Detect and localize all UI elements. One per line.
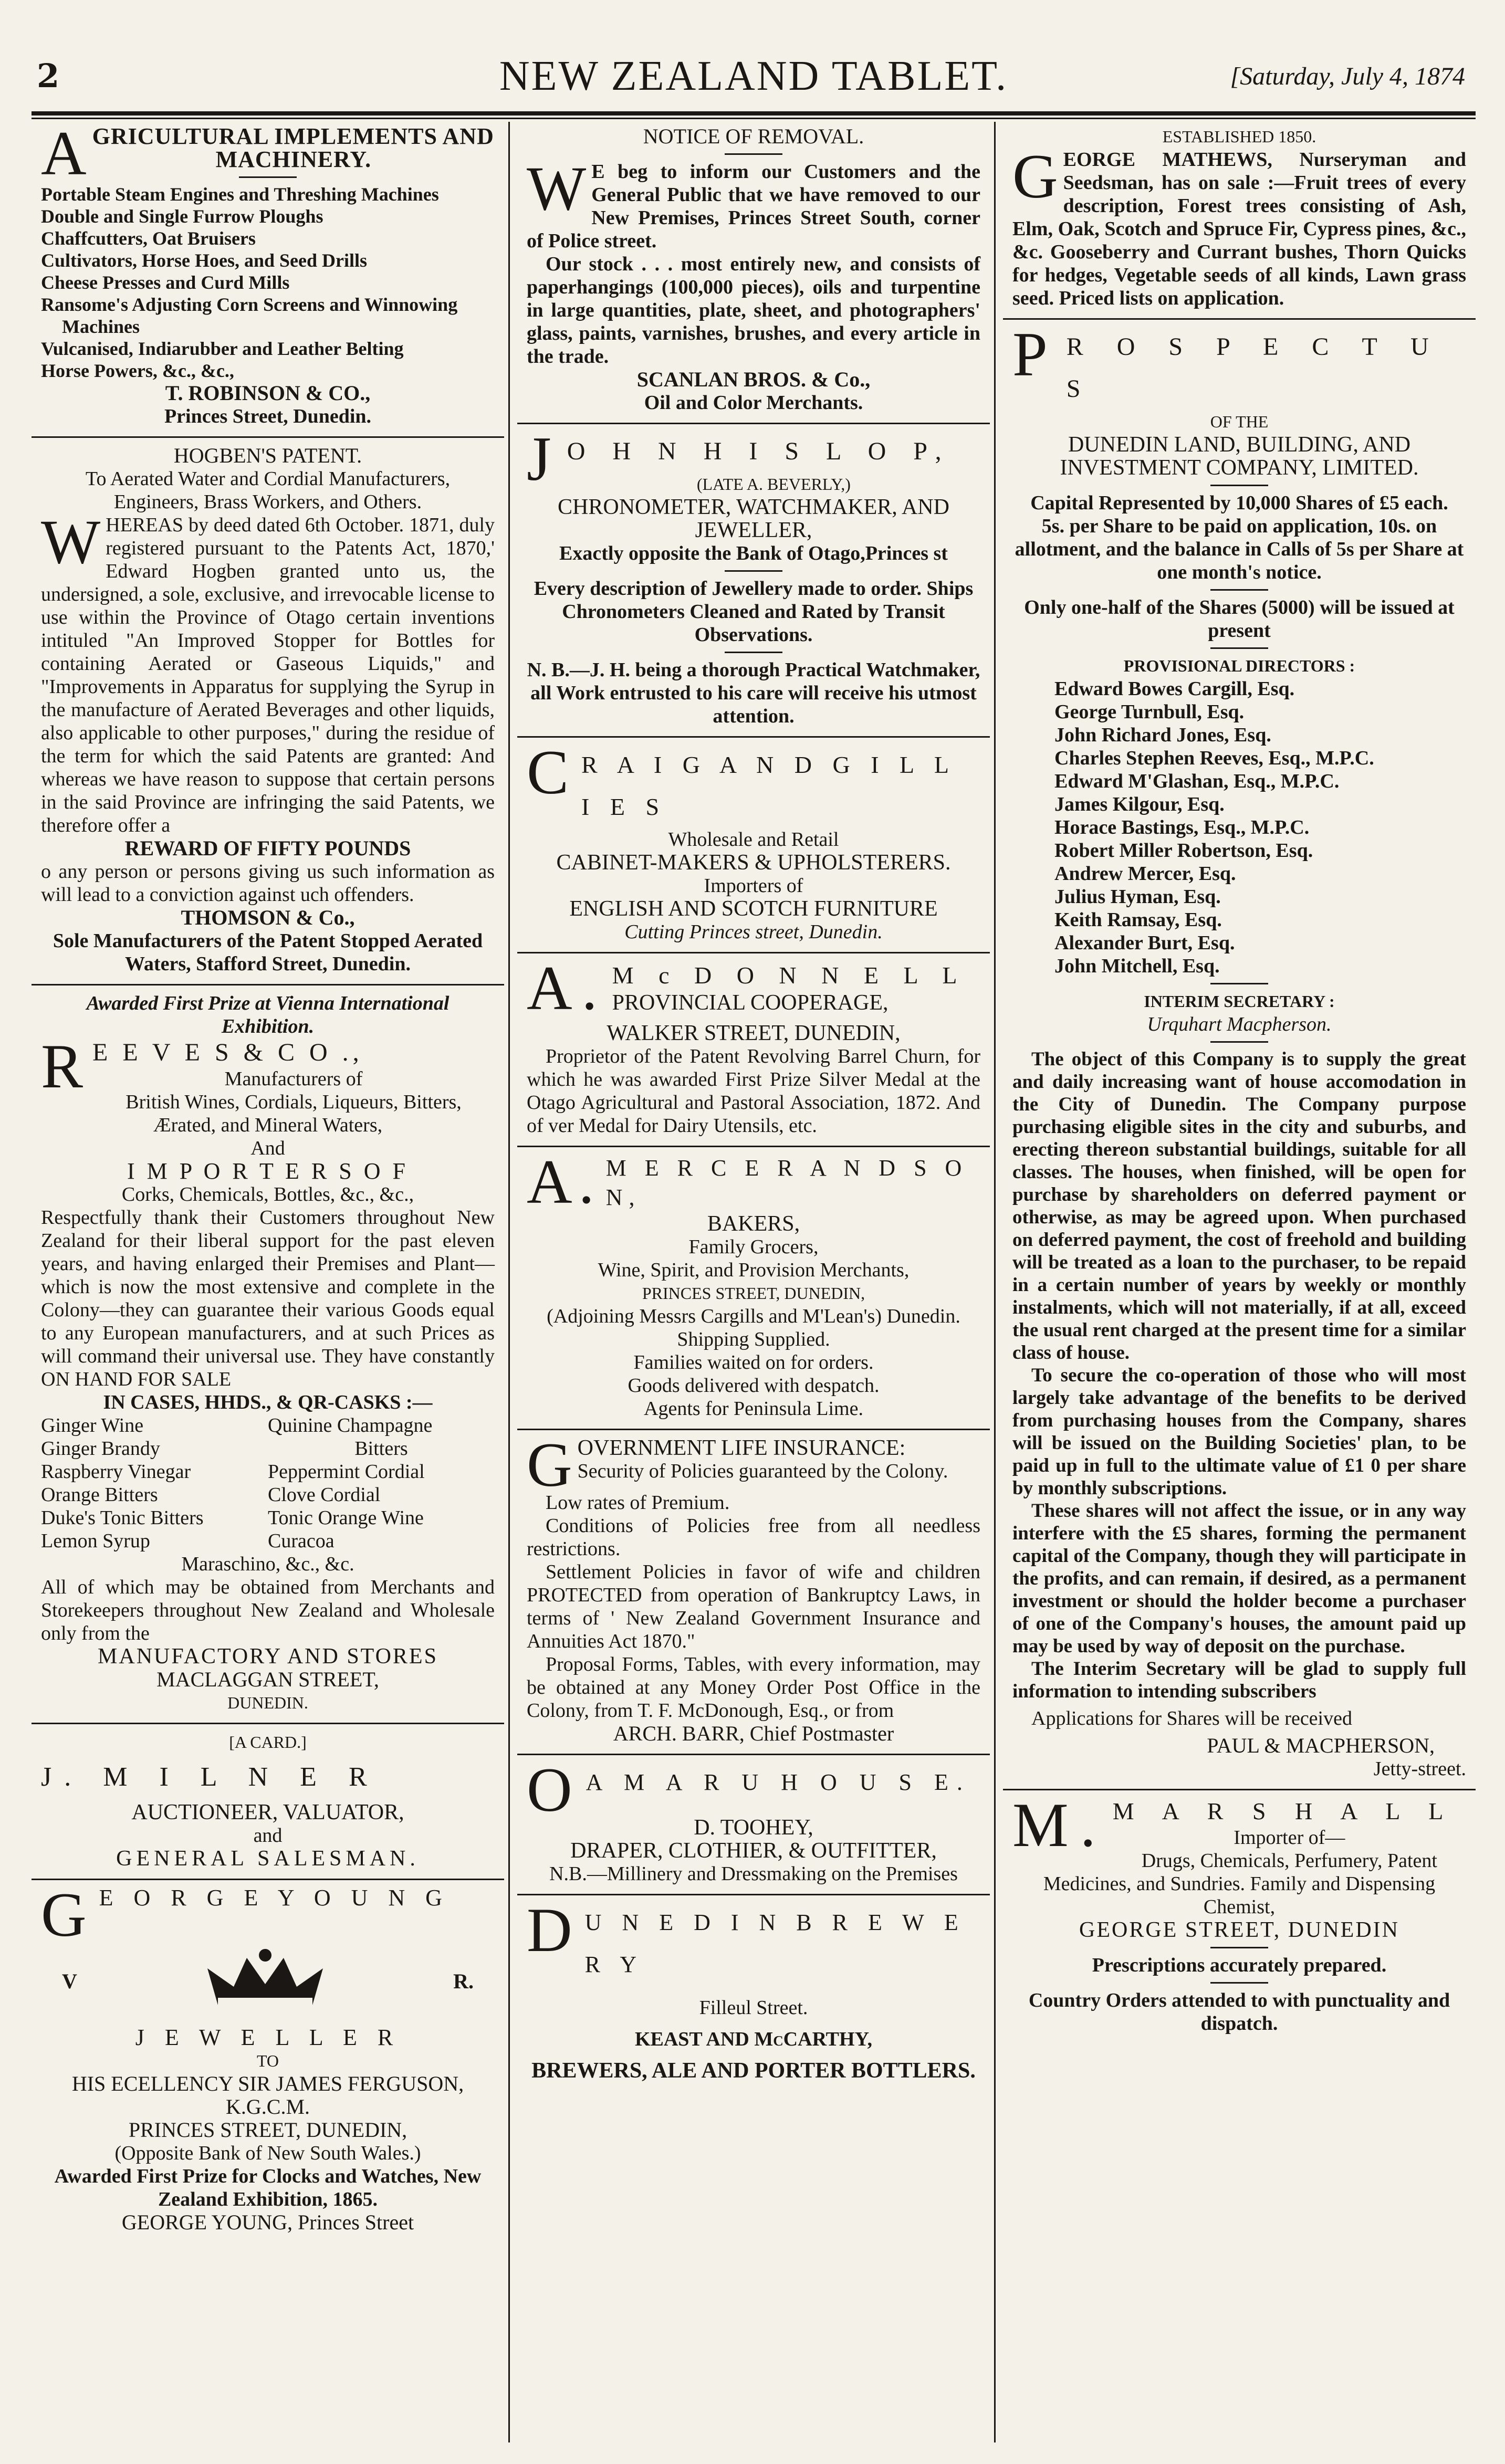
firm-name: J. M I L N E R	[41, 1762, 380, 1792]
ad-separator	[32, 436, 504, 438]
ad-line: OF THE	[1210, 412, 1269, 431]
ad-body: Respectfully thank their Customers throughout New Zealand for their liberal support for the past eleven years, and having enlarged their Premises and Plant—which is now the most extensive and complete in the Colony—they can guarantee their various Goods equal to any European manufacturers, and at such Prices as will command their universal use. They have constantly ON HAND FOR SALE	[41, 1207, 495, 1390]
firm-name: R A I G A N D G I L L I E S	[581, 751, 956, 820]
ad-line: BAKERS,	[707, 1212, 800, 1236]
ad-line: British Wines, Cordials, Liqueurs, Bitters, Ærated, and Mineral Waters,	[126, 1091, 462, 1136]
ad-separator	[1003, 318, 1476, 320]
crown-icon	[77, 1947, 453, 2016]
ad-separator	[32, 1879, 504, 1880]
ad-footer: Sole Manufacturers of the Patent Stopped Aerated Waters, Stafford Street, Dunedin.	[53, 930, 483, 975]
drop-cap: P	[1012, 319, 1061, 389]
ad-line: R.	[453, 1969, 474, 1993]
header-rule	[32, 111, 1476, 116]
firm-name: M A R S H A L L	[1112, 1798, 1455, 1825]
list-item: Cheese Presses and Curd Mills	[41, 272, 290, 293]
list-item: Horace Bastings, Esq., M.P.C.	[1054, 816, 1310, 838]
ad-notice-of-removal	[517, 122, 990, 420]
page-number: 2	[37, 57, 60, 95]
ad-line: Manufacturers of	[224, 1068, 363, 1090]
ad-george-mathews	[1003, 122, 1476, 315]
ad-line: Importer of—	[1234, 1827, 1345, 1849]
drop-cap: A.	[527, 1147, 601, 1217]
ad-body: The object of this Company is to supply the great and daily increasing want of house accomodation in the City of Dunedin. The Company purpose purchasing eligible sites in the city and suburbs, and erecting thereon substantial buildings, suitable for all classes. The houses, when finished, will be open for purchase by shareholders on deferred payment or otherwise, as may be agreed upon. When purchased on deferred payment, the cost of freehold and building will be treated as a loan to the purchaser, to be repaid in a certain number of years by weekly or monthly instalments, which will not materially, if at all, exceed the usual rent charged at the present time for a similar class of house.	[1012, 1048, 1466, 1364]
goods-item: Ginger Brandy	[41, 1438, 160, 1460]
ad-line: Filleul Street.	[699, 1997, 808, 2019]
ad-line: (Adjoining Messrs Cargills and M'Lean's) Dunedin.	[547, 1305, 960, 1327]
ad-line: Families waited on for orders.	[633, 1351, 874, 1373]
ad-line: Urquhart Macpherson.	[1147, 1013, 1332, 1035]
ad-line: CHRONOMETER, WATCHMAKER, AND JEWELLER,	[558, 495, 949, 542]
drop-cap: A.	[527, 953, 607, 1023]
firm-name: A M A R U H O U S E.	[586, 1769, 971, 1795]
ad-dunedin-brewery	[517, 1895, 990, 2088]
award-line: Awarded First Prize for Clocks and Watches, New Zealand Exhibition, 1865.	[54, 2165, 482, 2210]
ad-line: MACLAGGAN STREET,	[156, 1668, 379, 1691]
ad-separator	[32, 1723, 504, 1724]
ad-line: TO	[256, 2051, 279, 2070]
list-item: John Mitchell, Esq.	[1054, 955, 1220, 977]
ad-agricultural-implements	[32, 122, 504, 433]
goods-item: Peppermint Cordial	[268, 1461, 425, 1483]
ad-line: GEORGE STREET, DUNEDIN	[1079, 1918, 1399, 1942]
ad-separator	[517, 1754, 990, 1755]
list-item: Robert Miller Robertson, Esq.	[1054, 840, 1313, 862]
firm-name: O H N H I S L O P,	[567, 437, 952, 465]
ad-mcdonnell	[517, 953, 990, 1142]
award-line: Awarded First Prize at Vienna International Exhibition.	[86, 992, 450, 1037]
ad-title: NOTICE OF REMOVAL.	[643, 124, 864, 148]
goods-item: Duke's Tonic Bitters	[41, 1507, 204, 1529]
drop-cap: M.	[1012, 1790, 1107, 1860]
drop-cap: G	[527, 1430, 572, 1500]
ad-prospectus	[1003, 319, 1476, 1786]
ad-line: Corks, Chemicals, Bottles, &c., &c.,	[121, 1183, 414, 1205]
firm-name: U N E D I N B R E W E R Y	[584, 1910, 966, 1977]
divider	[1210, 983, 1268, 984]
list-item: Edward M'Glashan, Esq., M.P.C.	[1054, 770, 1340, 792]
ad-oamaru-house	[517, 1755, 990, 1891]
goods-table	[41, 1414, 495, 1553]
ad-line: PRINCES STREET, DUNEDIN,	[642, 1284, 865, 1303]
list-item: Keith Ramsay, Esq.	[1054, 909, 1222, 931]
ad-line: Only one-half of the Shares (5000) will be issued at present	[1024, 596, 1455, 642]
ad-line: (Opposite Bank of New South Wales.)	[114, 2142, 421, 2164]
goods-item: Curacoa	[268, 1530, 335, 1552]
goods-item: Orange Bitters	[41, 1484, 158, 1506]
ad-george-young	[32, 1880, 504, 2239]
column-left	[32, 122, 504, 2453]
list-item: John Richard Jones, Esq.	[1054, 724, 1271, 746]
directors-list	[1012, 677, 1466, 978]
list-item: Vulcanised, Indiarubber and Leather Belting	[41, 338, 404, 359]
ad-line: and	[253, 1825, 283, 1847]
firm-name: SCANLAN BROS. & Co.,	[636, 368, 871, 391]
ad-title: GRICULTURAL IMPLEMENTS AND	[92, 123, 494, 149]
ad-line: Agents for Peninsula Lime.	[644, 1398, 863, 1420]
ad-body: Low rates of Premium.	[546, 1492, 730, 1514]
ad-line: And	[250, 1137, 285, 1159]
column-right	[1003, 122, 1476, 2453]
ad-body: EORGE MATHEWS, Nurseryman and Seedsman, has on sale :—Fruit trees of every description, Forest trees consisting of Ash, Elm, Oak, Scotch and Spruce Fir, Cypress pines, &c., &c. Gooseberry and Currant bushes, Thorn Quicks for hedges, Vegetable seeds of all kinds, Lawn grass seed. Priced lists on application.	[1012, 149, 1466, 309]
goods-item: Maraschino, &c., &c.	[181, 1553, 354, 1575]
ad-separator	[517, 423, 990, 424]
ad-title: HOGBEN'S PATENT.	[173, 444, 362, 467]
ad-line: Exactly opposite the Bank of Otago,Princes st	[559, 542, 948, 564]
ad-line: 5s. per Share to be paid on application, 10s. on allotment, and the balance in Calls of 5s per Share at one month's notice.	[1015, 515, 1464, 583]
divider	[725, 652, 782, 653]
ad-line: CABINET-MAKERS & UPHOLSTERERS.	[556, 851, 951, 875]
goods-item: Lemon Syrup	[41, 1530, 150, 1552]
divider	[1210, 1947, 1268, 1948]
reward-body: o any person or persons giving us such information as will lead to a conviction against uch offenders.	[41, 861, 495, 906]
ad-john-hislop	[517, 424, 990, 733]
ad-signature: ARCH. BARR, Chief Postmaster	[613, 1722, 894, 1745]
ad-line: (LATE A. BEVERLY,)	[696, 475, 851, 494]
ad-line: PROVINCIAL COOPERAGE,	[612, 991, 889, 1015]
ad-line: HIS ECELLENCY SIR JAMES FERGUSON, K.G.C.M.	[71, 2072, 464, 2119]
ad-body: Proposal Forms, Tables, with every information, may be obtained at any Money Order Post Office in the Colony, from T. F. McDonough, Esq., or from	[527, 1653, 980, 1722]
firm-name: E O R G E Y O U N G	[99, 1885, 450, 1911]
goods-item: Tonic Orange Wine	[268, 1507, 424, 1529]
list-item: Julius Hyman, Esq.	[1054, 886, 1221, 908]
drop-cap: J	[527, 424, 562, 494]
implement-list	[41, 183, 495, 382]
ad-line: ENGLISH AND SCOTCH FURNITURE	[569, 897, 938, 921]
divider	[1210, 1041, 1268, 1043]
ad-line: Family Grocers,	[688, 1236, 819, 1258]
ad-line: DUNEDIN.	[227, 1693, 308, 1712]
ad-title: OVERNMENT LIFE INSURANCE:	[577, 1436, 906, 1460]
ad-body: Applications for Shares will be received	[1031, 1707, 1352, 1729]
ad-body: Proprietor of the Patent Revolving Barrel Churn, for which he was awarded First Prize Silver Medal at the Otago Agricultural and Pastoral Association, 1872. And of ver Medal for Dairy Utensils, etc.	[527, 1045, 980, 1137]
ad-title-line2: MACHINERY.	[215, 146, 372, 172]
ad-line: Goods delivered with despatch.	[628, 1375, 880, 1397]
issue-date: [Saturday, July 4, 1874	[1230, 62, 1465, 90]
list-item: Portable Steam Engines and Threshing Machines	[41, 184, 439, 205]
ad-line: Shipping Supplied.	[677, 1328, 830, 1350]
ad-line: Prescriptions accurately prepared.	[1092, 1954, 1387, 1976]
goods-item: Ginger Wine	[41, 1414, 144, 1437]
drop-cap: G	[1012, 141, 1058, 211]
divider	[725, 570, 782, 572]
ad-mercer-and-son	[517, 1147, 990, 1425]
ad-body: All of which may be obtained from Merchants and Storekeepers throughout New Zealand and Wholesale only from the	[41, 1576, 495, 1644]
ad-heading: I M P O R T E R S O F	[127, 1158, 409, 1184]
ad-line: Importers of	[704, 875, 803, 897]
list-item: Chaffcutters, Oat Bruisers	[41, 228, 256, 249]
column-divider	[508, 122, 510, 2442]
column-divider	[994, 122, 996, 2442]
ad-marshall	[1003, 1790, 1476, 2040]
ad-milner	[32, 1727, 504, 1875]
drop-cap: O	[527, 1755, 581, 1825]
ad-body: The Interim Secretary will be glad to supply full information to intending subscribers	[1012, 1658, 1466, 1702]
ad-line: Wholesale and Retail	[668, 829, 839, 851]
ad-line: KEAST AND McCARTHY,	[634, 2028, 873, 2050]
ad-label: [A CARD.]	[229, 1733, 307, 1752]
ad-line: Wine, Spirit, and Provision Merchants,	[598, 1259, 910, 1281]
firm-name: M E R C E R A N D S O N,	[605, 1155, 968, 1210]
ad-title: R O S P E C T U S	[1066, 333, 1443, 403]
ad-line: GENERAL SALESMAN.	[116, 1847, 420, 1871]
list-item: Charles Stephen Reeves, Esq., M.P.C.	[1054, 747, 1374, 769]
goods-item: Quinine Champagne	[268, 1414, 433, 1437]
firm-name: E E V E S & C O .,	[92, 1039, 363, 1066]
ad-line: PRINCES STREET, DUNEDIN,	[128, 2118, 407, 2142]
drop-cap: W	[41, 507, 101, 576]
divider	[1210, 589, 1268, 591]
firm-name: T. ROBINSON & CO.,	[165, 381, 371, 405]
masthead-title: NEW ZEALAND TABLET.	[499, 53, 1008, 99]
ad-separator	[517, 1894, 990, 1895]
drop-cap: D	[527, 1895, 580, 1965]
list-item: Cultivators, Horse Hoes, and Seed Drills	[41, 250, 367, 271]
list-item: Andrew Mercer, Esq.	[1054, 863, 1236, 885]
company-name: DUNEDIN LAND, BUILDING, AND INVESTMENT COMPANY, LIMITED.	[1060, 433, 1419, 480]
page-header	[32, 53, 1476, 110]
ad-line: DRAPER, CLOTHIER, & OUTFITTER,	[570, 1839, 937, 1863]
ad-body: Every description of Jewellery made to order. Ships Chronometers Cleaned and Rated by Transit Observations.	[534, 578, 974, 646]
ad-body: N. B.—J. H. being a thorough Practical Watchmaker, all Work entrusted to his care will receive his utmost attention.	[527, 659, 980, 727]
list-item: Horse Powers, &c., &c.,	[41, 360, 234, 381]
list-item: James Kilgour, Esq.	[1054, 793, 1225, 815]
ad-craig-and-gillies	[517, 737, 990, 949]
list-item: Alexander Burt, Esq.	[1054, 932, 1235, 954]
ad-body: Settlement Policies in favor of wife and children PROTECTED from operation of Bankruptcy Laws, in terms of ' New Zealand Government Insurance and Annuities Act 1870."	[527, 1561, 980, 1652]
goods-item: Bitters	[354, 1438, 408, 1460]
ad-heading: INTERIM SECRETARY :	[1144, 992, 1335, 1011]
drop-cap: R	[41, 1031, 88, 1101]
royal-arms-row	[62, 1941, 474, 2022]
ad-line: BREWERS, ALE AND PORTER BOTTLERS.	[531, 2059, 976, 2083]
ad-body: Conditions of Policies free from all needless restrictions.	[527, 1515, 980, 1560]
list-item: Ransome's Adjusting Corn Screens and Winnowing Machines	[41, 294, 458, 337]
ad-line: Jetty-street.	[1373, 1758, 1466, 1780]
ad-separator	[517, 1429, 990, 1430]
ad-line: V	[62, 1969, 77, 1993]
ad-line: D. TOOHEY,	[694, 1816, 813, 1840]
divider	[1210, 1982, 1268, 1984]
ad-body: To secure the co-operation of those who will most largely take advantage of the benefits to be derived from purchasing houses from the Company, shares will be issued on the Building Societies' plan, to be paid up in full to the ultimate value of £1 0 per share by monthly subscriptions.	[1012, 1365, 1466, 1499]
ad-body: E beg to inform our Customers and the General Public that we have removed to our New Premises, Princes Street South, corner of Police street.	[527, 161, 980, 252]
reward-heading: REWARD OF FIFTY POUNDS	[124, 836, 411, 860]
goods-item: Clove Cordial	[268, 1484, 381, 1506]
list-item: Edward Bowes Cargill, Esq.	[1054, 678, 1295, 700]
ad-line: Oil and Color Merchants.	[644, 392, 863, 414]
divider	[1210, 485, 1268, 486]
firm-name: M c D O N N E L L	[612, 962, 967, 989]
divider	[725, 153, 782, 155]
ad-body: These shares will not affect the issue, or in any way interfere with the £5 shares, forming the permanent capital of the Company, though they will participate in the profits, and can remain, if desired, as a permanent investment or should the holder become a purchaser of one of the Company's houses, the amount paid up may be used by way of deposit on the purchase.	[1012, 1500, 1466, 1657]
divider	[1210, 647, 1268, 649]
ad-subtitle: To Aerated Water and Cordial Manufacturers, Engineers, Brass Workers, and Others.	[85, 468, 451, 513]
header-rule-thin	[32, 118, 1476, 119]
ad-hogben-patent	[32, 441, 504, 981]
ad-heading: J E W E L L E R	[135, 2025, 401, 2050]
ad-heading: MANUFACTORY AND STORES	[98, 1644, 438, 1669]
ad-line: IN CASES, HHDS., & QR-CASKS :—	[103, 1391, 433, 1413]
list-item: George Turnbull, Esq.	[1054, 701, 1245, 723]
ad-separator	[32, 984, 504, 985]
ad-signature: GEORGE YOUNG, Princes Street	[121, 2210, 414, 2234]
ad-body: Security of Policies guaranteed by the Colony.	[577, 1460, 948, 1482]
ad-line: N.B.—Millinery and Dressmaking on the Premises	[549, 1863, 958, 1885]
drop-cap: A	[41, 122, 87, 188]
firm-address: Princes Street, Dunedin.	[164, 405, 372, 427]
ad-line: Drugs, Chemicals, Perfumery, Patent Medicines, and Sundries. Family and Dispensing Chemist,	[1043, 1850, 1437, 1918]
ad-separator	[517, 736, 990, 738]
ad-government-life-insurance	[517, 1430, 990, 1750]
drop-cap: W	[527, 153, 587, 223]
goods-item: Raspberry Vinegar	[41, 1461, 191, 1483]
list-item: Double and Single Furrow Ploughs	[41, 206, 323, 227]
ad-line: Country Orders attended to with punctuality and dispatch.	[1028, 1989, 1450, 2035]
ad-line: Cutting Princes street, Dunedin.	[624, 921, 883, 943]
drop-cap: G	[41, 1880, 94, 1949]
ad-heading: PROVISIONAL DIRECTORS :	[1123, 656, 1355, 675]
divider	[239, 176, 297, 178]
ad-line: AUCTIONEER, VALUATOR,	[131, 1800, 404, 1825]
firm-name: THOMSON & Co.,	[181, 906, 355, 929]
drop-cap: C	[527, 737, 577, 807]
ad-line: WALKER STREET, DUNEDIN,	[607, 1021, 901, 1045]
ad-body: Our stock . . . most entirely new, and consists of paperhangings (100,000 pieces), oils and turpentine in large quantities, plate, sheet, and photographers' glass, paints, varnishes, brushes, and every article in the trade.	[527, 253, 980, 368]
column-middle	[517, 122, 990, 2453]
ad-signature: PAUL & MACPHERSON,	[1207, 1734, 1435, 1757]
ad-line: ESTABLISHED 1850.	[1162, 127, 1316, 146]
ad-line: Capital Represented by 10,000 Shares of £5 each.	[1030, 492, 1448, 514]
ad-reeves	[32, 989, 504, 1719]
ad-body: HEREAS by deed dated 6th October. 1871, duly registered pursuant to the Patents Act, 1870,' Edward Hogben granted unto us, the undersigned, a sole, exclusive, and irrevocable license to use within the Province of Otago certain inventions intituled "An Improved Stopper for Bottles for containing Aerated or Gaseous Liquids," and "Improvements in Apparatus for supplying the Syrup in the manufacture of Aerated Beverages and other liquids, also applicable to other purposes," during the residue of the term for which the said Patents are granted: And whereas we have reason to suppose that certain persons in the said Province are infringing the said Patents, we therefore offer a	[41, 514, 495, 836]
